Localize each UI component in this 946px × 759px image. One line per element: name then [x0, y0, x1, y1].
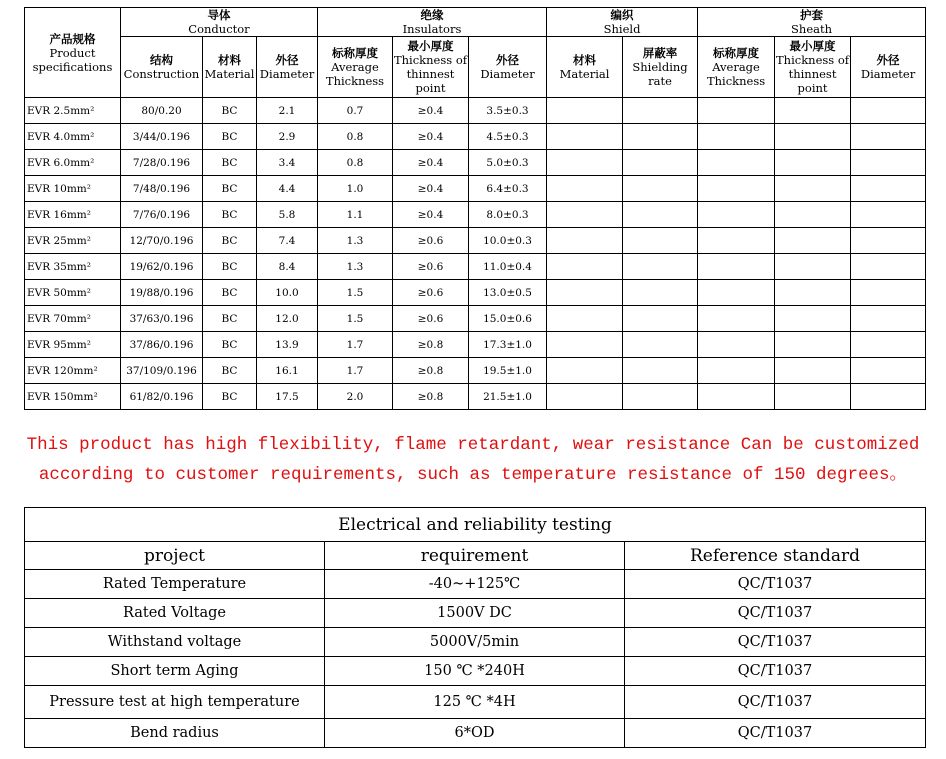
outer-diameter-cell: 8.0±0.3 [469, 202, 547, 228]
average-thickness-cell: 1.7 [318, 332, 393, 358]
construction-cell: 37/86/0.196 [121, 332, 203, 358]
table-row [25, 719, 926, 748]
construction-cell: 61/82/0.196 [121, 384, 203, 410]
empty-cell [623, 306, 698, 332]
table-row [25, 384, 926, 410]
empty-cell [851, 150, 926, 176]
spec-cell: EVR 50mm² [25, 280, 121, 306]
empty-cell [698, 176, 775, 202]
min-thickness-cell: ≥0.4 [393, 124, 469, 150]
spec-cell: EVR 95mm² [25, 332, 121, 358]
standard-cell: QC/T1037 [625, 570, 926, 599]
table-row [25, 332, 926, 358]
standard-cell: QC/T1037 [625, 628, 926, 657]
average-thickness-cell: 1.5 [318, 280, 393, 306]
empty-cell [547, 306, 623, 332]
average-thickness-cell: 1.7 [318, 358, 393, 384]
outer-diameter-cell: 3.5±0.3 [469, 98, 547, 124]
min-thickness-cell: ≥0.4 [393, 202, 469, 228]
header-insulators: 绝缘 Insulators [318, 8, 547, 37]
empty-cell [851, 98, 926, 124]
empty-cell [775, 202, 851, 228]
material-cell: BC [203, 124, 257, 150]
spec-cell: EVR 6.0mm² [25, 150, 121, 176]
project-cell: Bend radius [25, 719, 325, 748]
empty-cell [698, 384, 775, 410]
header-sheath: 护套 Sheath [698, 8, 926, 37]
construction-cell: 37/109/0.196 [121, 358, 203, 384]
empty-cell [851, 332, 926, 358]
outer-diameter-cell: 5.0±0.3 [469, 150, 547, 176]
empty-cell [623, 98, 698, 124]
requirement-cell: -40~+125℃ [325, 570, 625, 599]
empty-cell [775, 384, 851, 410]
standard-cell: QC/T1037 [625, 599, 926, 628]
empty-cell [775, 280, 851, 306]
empty-cell [623, 358, 698, 384]
header-reference-standard: Reference standard [625, 542, 926, 570]
outer-diameter-cell: 10.0±0.3 [469, 228, 547, 254]
construction-cell: 3/44/0.196 [121, 124, 203, 150]
outer-diameter-cell: 19.5±1.0 [469, 358, 547, 384]
min-thickness-cell: ≥0.6 [393, 306, 469, 332]
min-thickness-cell: ≥0.8 [393, 332, 469, 358]
empty-cell [775, 332, 851, 358]
empty-cell [851, 306, 926, 332]
diameter-cell: 7.4 [257, 228, 318, 254]
empty-cell [775, 124, 851, 150]
empty-cell [623, 384, 698, 410]
min-thickness-cell: ≥0.8 [393, 358, 469, 384]
empty-cell [547, 332, 623, 358]
empty-cell [698, 98, 775, 124]
table-row [25, 570, 926, 599]
empty-cell [851, 202, 926, 228]
average-thickness-cell: 0.8 [318, 124, 393, 150]
header-diameter: 外径 Diameter [257, 37, 318, 98]
header-project: project [25, 542, 325, 570]
min-thickness-cell: ≥0.4 [393, 150, 469, 176]
average-thickness-cell: 1.3 [318, 228, 393, 254]
empty-cell [547, 176, 623, 202]
empty-cell [547, 254, 623, 280]
outer-diameter-cell: 17.3±1.0 [469, 332, 547, 358]
diameter-cell: 10.0 [257, 280, 318, 306]
table-row [25, 202, 926, 228]
diameter-cell: 12.0 [257, 306, 318, 332]
empty-cell [698, 280, 775, 306]
spec-cell: EVR 2.5mm² [25, 98, 121, 124]
material-cell: BC [203, 358, 257, 384]
average-thickness-cell: 1.0 [318, 176, 393, 202]
product-note-line-2: according to customer requirements, such as temperature resistance of 150 degrees。 [38, 465, 908, 485]
outer-diameter-cell: 6.4±0.3 [469, 176, 547, 202]
construction-cell: 7/48/0.196 [121, 176, 203, 202]
diameter-cell: 8.4 [257, 254, 318, 280]
empty-cell [851, 254, 926, 280]
empty-cell [547, 98, 623, 124]
header-insulator-average-thickness: 标称厚度 Average Thickness [318, 37, 393, 98]
empty-cell [698, 228, 775, 254]
min-thickness-cell: ≥0.6 [393, 228, 469, 254]
header-shield-material: 材料 Material [547, 37, 623, 98]
spec-cell: EVR 16mm² [25, 202, 121, 228]
empty-cell [623, 150, 698, 176]
average-thickness-cell: 1.5 [318, 306, 393, 332]
empty-cell [698, 306, 775, 332]
empty-cell [547, 358, 623, 384]
empty-cell [775, 306, 851, 332]
material-cell: BC [203, 98, 257, 124]
requirement-cell: 1500V DC [325, 599, 625, 628]
outer-diameter-cell: 11.0±0.4 [469, 254, 547, 280]
requirement-cell: 150 ℃ *240H [325, 657, 625, 686]
construction-cell: 12/70/0.196 [121, 228, 203, 254]
construction-cell: 7/76/0.196 [121, 202, 203, 228]
table-row [25, 358, 926, 384]
diameter-cell: 5.8 [257, 202, 318, 228]
standard-cell: QC/T1037 [625, 657, 926, 686]
spec-table [24, 7, 926, 410]
material-cell: BC [203, 280, 257, 306]
empty-cell [623, 254, 698, 280]
spec-cell: EVR 70mm² [25, 306, 121, 332]
requirement-cell: 6*OD [325, 719, 625, 748]
construction-cell: 19/62/0.196 [121, 254, 203, 280]
empty-cell [698, 150, 775, 176]
material-cell: BC [203, 384, 257, 410]
table-row [25, 98, 926, 124]
testing-table-title: Electrical and reliability testing [25, 508, 926, 542]
product-note-line-1: This product has high flexibility, flame retardant, wear resistance Can be customized [26, 435, 920, 455]
empty-cell [698, 332, 775, 358]
empty-cell [775, 358, 851, 384]
material-cell: BC [203, 228, 257, 254]
material-cell: BC [203, 176, 257, 202]
empty-cell [851, 280, 926, 306]
testing-table-body [25, 570, 926, 748]
material-cell: BC [203, 306, 257, 332]
standard-cell: QC/T1037 [625, 719, 926, 748]
standard-cell: QC/T1037 [625, 686, 926, 719]
header-sheath-diameter: 外径 Diameter [851, 37, 926, 98]
empty-cell [547, 202, 623, 228]
empty-cell [851, 358, 926, 384]
empty-cell [775, 176, 851, 202]
outer-diameter-cell: 15.0±0.6 [469, 306, 547, 332]
table-row [25, 150, 926, 176]
diameter-cell: 3.4 [257, 150, 318, 176]
empty-cell [851, 176, 926, 202]
spec-cell: EVR 35mm² [25, 254, 121, 280]
empty-cell [623, 332, 698, 358]
material-cell: BC [203, 254, 257, 280]
requirement-cell: 5000V/5min [325, 628, 625, 657]
empty-cell [547, 280, 623, 306]
header-shield: 编织 Shield [547, 8, 698, 37]
empty-cell [698, 124, 775, 150]
diameter-cell: 17.5 [257, 384, 318, 410]
header-requirement: requirement [325, 542, 625, 570]
table-row [25, 124, 926, 150]
min-thickness-cell: ≥0.4 [393, 98, 469, 124]
outer-diameter-cell: 21.5±1.0 [469, 384, 547, 410]
project-cell: Withstand voltage [25, 628, 325, 657]
min-thickness-cell: ≥0.6 [393, 254, 469, 280]
diameter-cell: 13.9 [257, 332, 318, 358]
empty-cell [547, 228, 623, 254]
empty-cell [623, 176, 698, 202]
empty-cell [547, 124, 623, 150]
empty-cell [851, 384, 926, 410]
table-row [25, 176, 926, 202]
diameter-cell: 4.4 [257, 176, 318, 202]
requirement-cell: 125 ℃ *4H [325, 686, 625, 719]
diameter-cell: 2.9 [257, 124, 318, 150]
table-row [25, 657, 926, 686]
table-row [25, 306, 926, 332]
empty-cell [775, 254, 851, 280]
material-cell: BC [203, 150, 257, 176]
construction-cell: 37/63/0.196 [121, 306, 203, 332]
table-row [25, 254, 926, 280]
header-sheath-min-thickness: 最小厚度 Thickness of thinnest point [775, 37, 851, 98]
empty-cell [698, 254, 775, 280]
empty-cell [698, 358, 775, 384]
average-thickness-cell: 0.8 [318, 150, 393, 176]
construction-cell: 80/0.20 [121, 98, 203, 124]
empty-cell [851, 124, 926, 150]
spec-cell: EVR 4.0mm² [25, 124, 121, 150]
table-row [25, 599, 926, 628]
empty-cell [775, 150, 851, 176]
project-cell: Rated Voltage [25, 599, 325, 628]
empty-cell [623, 202, 698, 228]
material-cell: BC [203, 332, 257, 358]
testing-table [24, 507, 926, 748]
spec-cell: EVR 150mm² [25, 384, 121, 410]
empty-cell [547, 150, 623, 176]
empty-cell [623, 228, 698, 254]
average-thickness-cell: 1.3 [318, 254, 393, 280]
spec-cell: EVR 25mm² [25, 228, 121, 254]
project-cell: Short term Aging [25, 657, 325, 686]
header-material: 材料 Material [203, 37, 257, 98]
construction-cell: 7/28/0.196 [121, 150, 203, 176]
header-construction: 结构 Construction [121, 37, 203, 98]
empty-cell [775, 228, 851, 254]
average-thickness-cell: 2.0 [318, 384, 393, 410]
project-cell: Rated Temperature [25, 570, 325, 599]
table-row [25, 280, 926, 306]
empty-cell [698, 202, 775, 228]
average-thickness-cell: 0.7 [318, 98, 393, 124]
spec-table-body [25, 98, 926, 410]
header-insulator-diameter: 外径 Diameter [469, 37, 547, 98]
empty-cell [851, 228, 926, 254]
table-row [25, 686, 926, 719]
min-thickness-cell: ≥0.4 [393, 176, 469, 202]
header-conductor: 导体 Conductor [121, 8, 318, 37]
table-row [25, 628, 926, 657]
table-row [25, 228, 926, 254]
min-thickness-cell: ≥0.6 [393, 280, 469, 306]
average-thickness-cell: 1.1 [318, 202, 393, 228]
empty-cell [623, 280, 698, 306]
header-sheath-average-thickness: 标称厚度 Average Thickness [698, 37, 775, 98]
construction-cell: 19/88/0.196 [121, 280, 203, 306]
spec-cell: EVR 120mm² [25, 358, 121, 384]
diameter-cell: 16.1 [257, 358, 318, 384]
spec-cell: EVR 10mm² [25, 176, 121, 202]
empty-cell [623, 124, 698, 150]
header-product-spec: 产品规格 Product specifications [25, 8, 121, 98]
empty-cell [775, 98, 851, 124]
diameter-cell: 2.1 [257, 98, 318, 124]
header-insulator-min-thickness: 最小厚度 Thickness of thinnest point [393, 37, 469, 98]
material-cell: BC [203, 202, 257, 228]
outer-diameter-cell: 13.0±0.5 [469, 280, 547, 306]
min-thickness-cell: ≥0.8 [393, 384, 469, 410]
outer-diameter-cell: 4.5±0.3 [469, 124, 547, 150]
project-cell: Pressure test at high temperature [25, 686, 325, 719]
header-shielding-rate: 屏蔽率 Shielding rate [623, 37, 698, 98]
empty-cell [547, 384, 623, 410]
